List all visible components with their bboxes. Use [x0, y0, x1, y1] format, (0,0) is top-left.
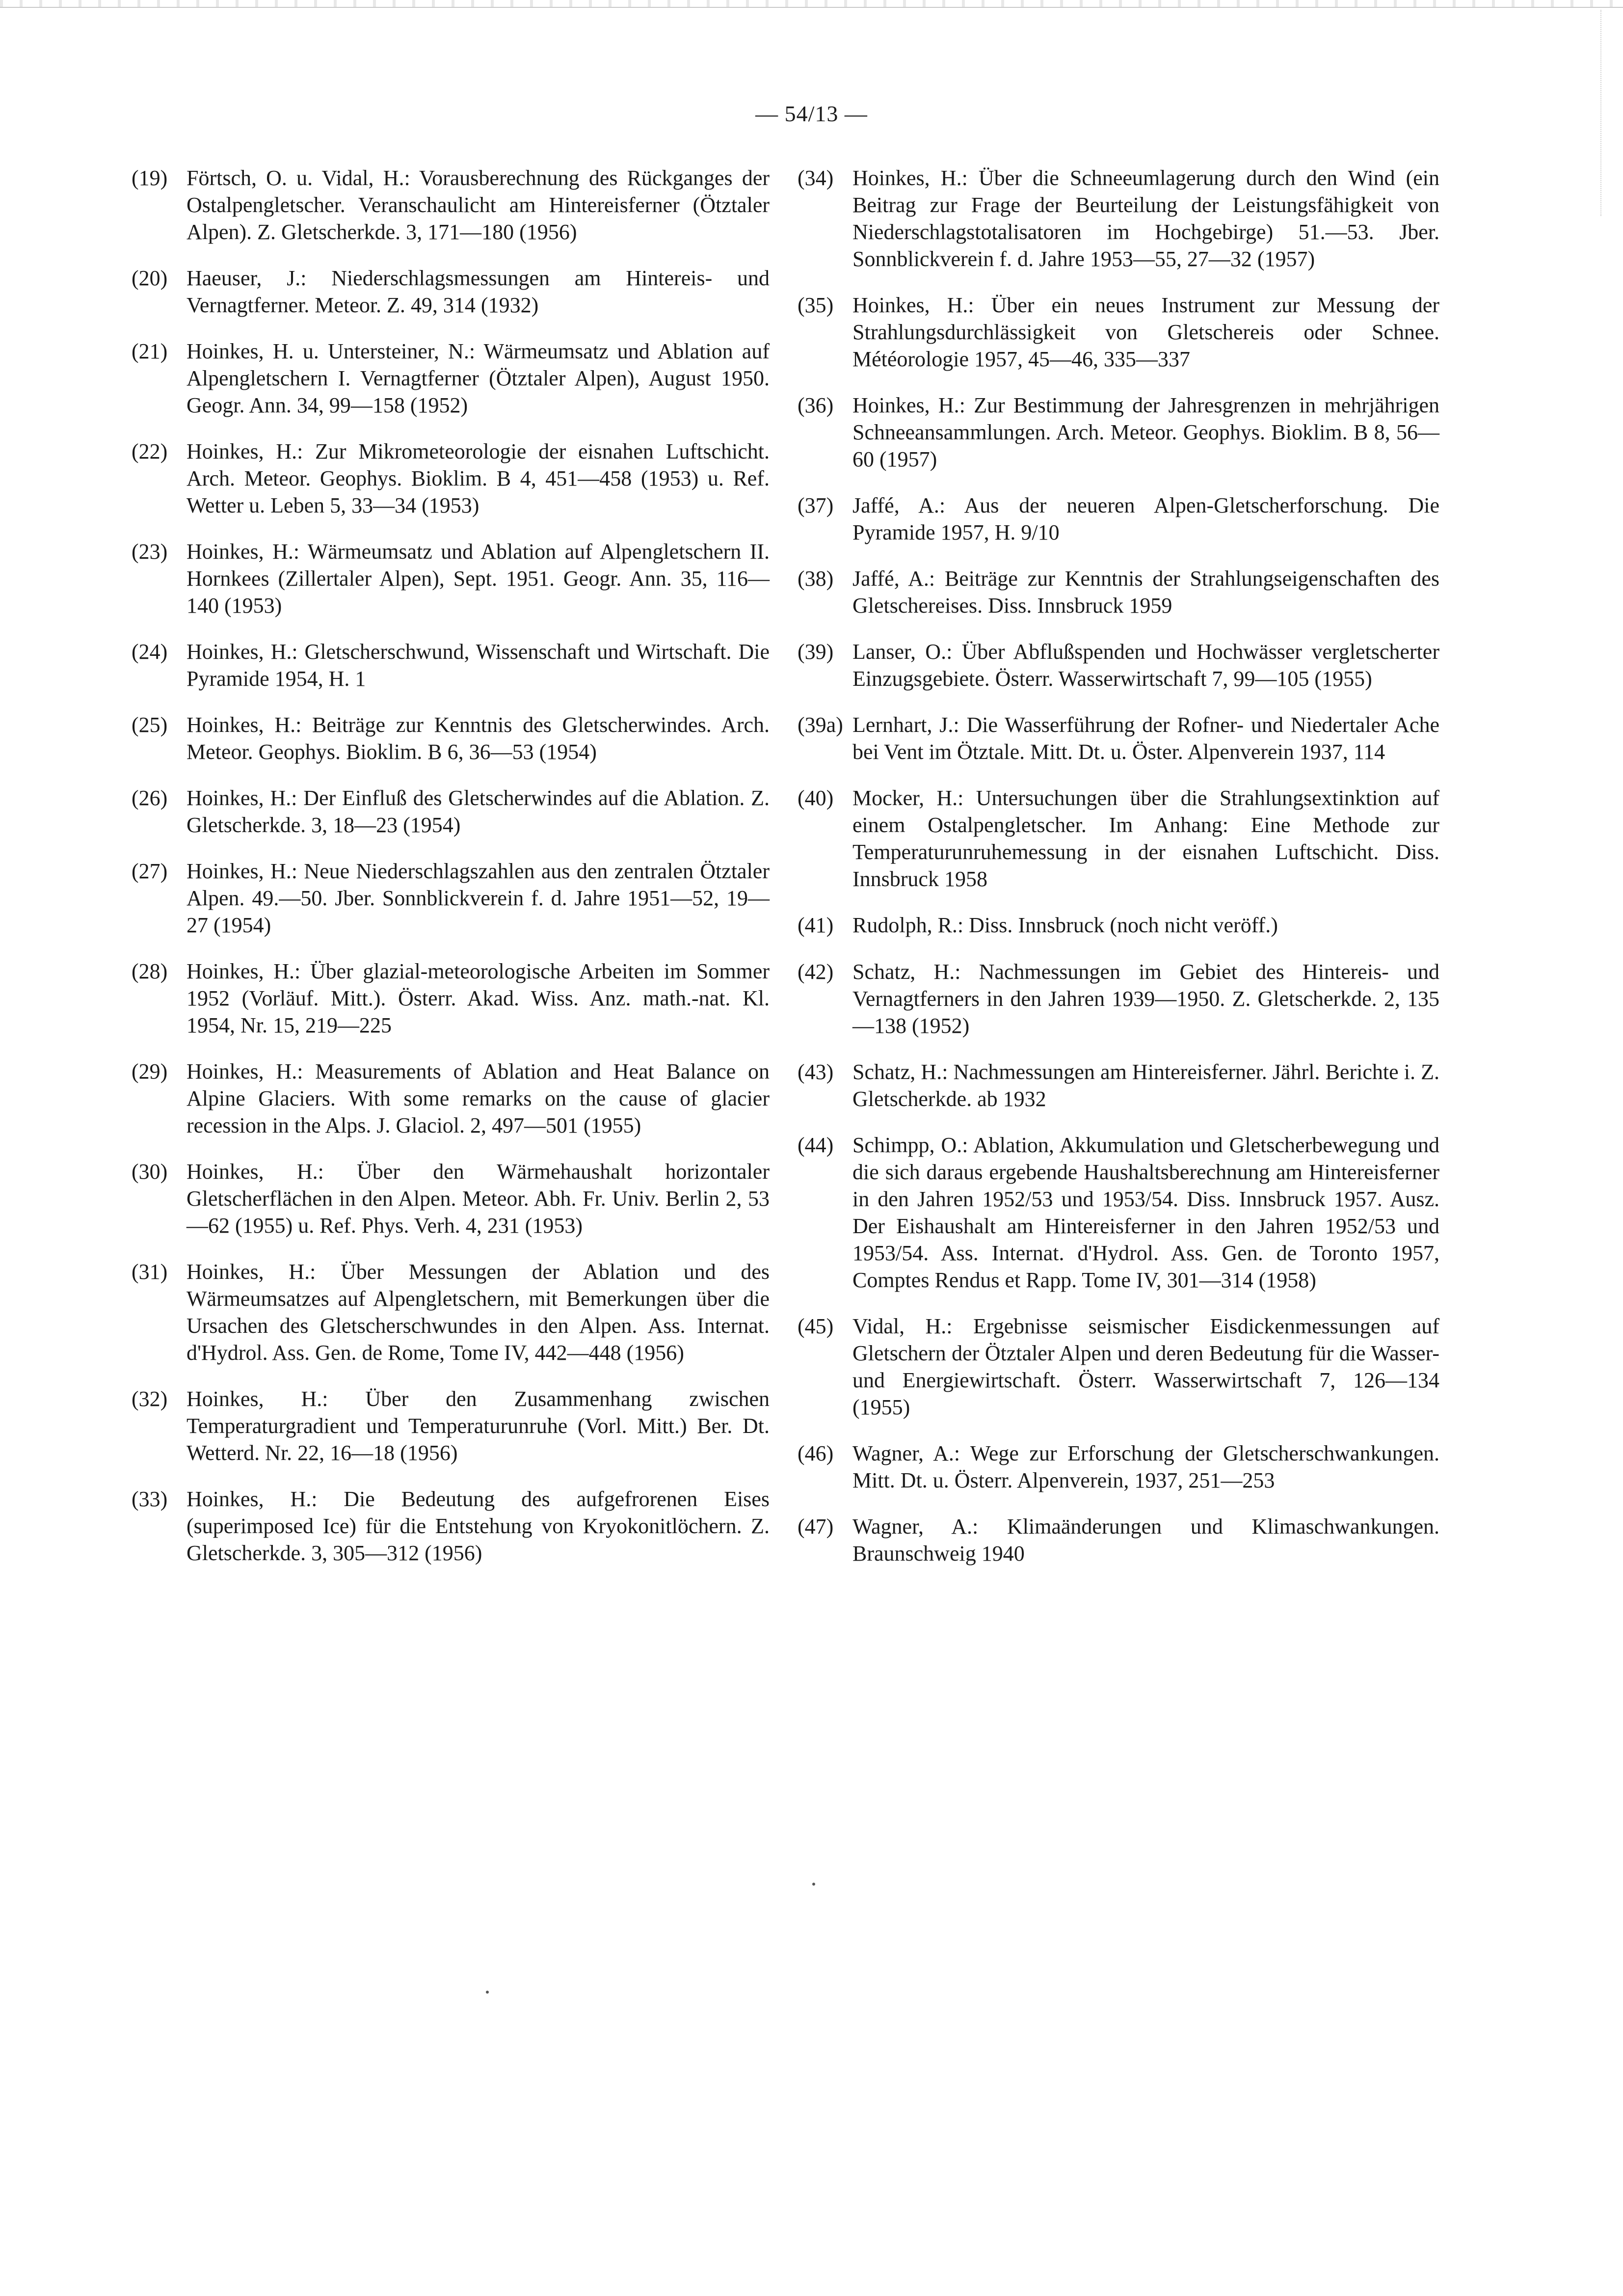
reference-number: (28)	[132, 959, 168, 983]
reference-number: (22)	[132, 439, 168, 463]
reference-entry	[798, 1132, 1439, 1294]
reference-number: (32)	[132, 1387, 168, 1411]
reference-number: (44)	[798, 1133, 834, 1157]
reference-entry	[132, 1058, 770, 1139]
reference-entry	[798, 1313, 1439, 1421]
reference-text: Hoinkes, H.: Beiträge zur Kenntnis des Gletscherwindes. Arch. Meteor. Geophys. Bioklim. B 6, 36—53 (1954)	[186, 713, 770, 764]
reference-text: Hoinkes, H.: Über glazial-meteorologische Arbeiten im Sommer 1952 (Vorläuf. Mitt.). Österr. Akad. Wiss. Anz. math.-nat. Kl. 1954, Nr. 15, 219—225	[186, 959, 770, 1037]
reference-text: Hoinkes, H.: Zur Bestimmung der Jahresgrenzen in mehrjährigen Schneeansammlungen. Arch. Meteor. Geophys. Bioklim. B 8, 56—60 (1957)	[852, 393, 1439, 471]
reference-entry	[132, 1158, 770, 1239]
reference-text: Haeuser, J.: Niederschlagsmessungen am Hintereis- und Vernagtferner. Meteor. Z. 49, 314 (1932)	[186, 266, 770, 317]
reference-number: (19)	[132, 166, 168, 190]
reference-number: (34)	[798, 166, 834, 190]
reference-entry	[798, 1440, 1439, 1494]
reference-entry	[132, 711, 770, 765]
reference-text: Wagner, A.: Wege zur Erforschung der Gletscherschwankungen. Mitt. Dt. u. Österr. Alpenverein, 1937, 251—253	[852, 1441, 1439, 1492]
reference-text: Mocker, H.: Untersuchungen über die Strahlungsextinktion auf einem Ostalpengletscher. Im Anhang: Eine Methode zur Temperaturunruhemessung in der eisnahen Luftschicht. Diss. Innsbruck 1958	[852, 786, 1439, 891]
reference-number: (20)	[132, 266, 168, 290]
reference-entry	[798, 784, 1439, 892]
reference-text: Hoinkes, H.: Über den Wärmehaushalt horizontaler Gletscherflächen in den Alpen. Meteor. Abh. Fr. Univ. Berlin 2, 53—62 (1955) u. Ref. Phys. Verh. 4, 231 (1953)	[186, 1160, 770, 1238]
reference-text: Jaffé, A.: Aus der neueren Alpen-Gletscherforschung. Die Pyramide 1957, H. 9/10	[852, 493, 1439, 544]
reference-number: (39)	[798, 640, 834, 664]
reference-entry	[798, 638, 1439, 692]
reference-text: Hoinkes, H.: Über ein neues Instrument zur Messung der Strahlungsdurchlässigkeit von Gletschereis oder Schnee. Météorologie 1957, 45—46, 335—337	[852, 293, 1439, 371]
reference-column-right	[798, 164, 1439, 1586]
reference-entry	[798, 565, 1439, 619]
reference-number: (26)	[132, 786, 168, 810]
reference-number: (25)	[132, 713, 168, 737]
reference-number: (42)	[798, 960, 834, 984]
scan-edge-top	[0, 0, 1623, 8]
reference-text: Hoinkes, H.: Der Einfluß des Gletscherwindes auf die Ablation. Z. Gletscherkde. 3, 18—23 (1954)	[186, 786, 770, 837]
reference-text: Vidal, H.: Ergebnisse seismischer Eisdickenmessungen auf Gletschern der Ötztaler Alpen und deren Bedeutung für die Wasser- und Energiewirtschaft. Österr. Wasserwirtschaft 7, 126—134 (1955)	[852, 1314, 1439, 1419]
reference-entry	[132, 1486, 770, 1567]
reference-text: Hoinkes, H.: Neue Niederschlagszahlen aus den zentralen Ötztaler Alpen. 49.—50. Jber. Sonnblickverein f. d. Jahre 1951—52, 19—27 (1954)	[186, 859, 770, 937]
reference-number: (47)	[798, 1514, 834, 1539]
page-number: — 54/13 —	[755, 101, 868, 126]
reference-text: Lanser, O.: Über Abflußspenden und Hochwässer vergletscherter Einzugsgebiete. Österr. Wasserwirtschaft 7, 99—105 (1955)	[852, 640, 1439, 691]
reference-text: Rudolph, R.: Diss. Innsbruck (noch nicht veröff.)	[852, 913, 1278, 937]
reference-number: (37)	[798, 493, 834, 517]
reference-text: Hoinkes, H.: Zur Mikrometeorologie der eisnahen Luftschicht. Arch. Meteor. Geophys. Bioklim. B 4, 451—458 (1953) u. Ref. Wetter u. Leben 5, 33—34 (1953)	[186, 439, 770, 517]
reference-number: (46)	[798, 1441, 834, 1465]
reference-text: Hoinkes, H.: Die Bedeutung des aufgefrorenen Eises (superimposed Ice) für die Entstehung von Kryokonitlöchern. Z. Gletscherkde. 3, 305—312 (1956)	[186, 1487, 770, 1565]
reference-entry	[798, 1513, 1439, 1567]
reference-text: Hoinkes, H.: Gletscherschwund, Wissenschaft und Wirtschaft. Die Pyramide 1954, H. 1	[186, 640, 770, 691]
reference-text: Förtsch, O. u. Vidal, H.: Vorausberechnung des Rückganges der Ostalpengletscher. Veranschaulicht am Hintereisferner (Ötztaler Alpen). Z. Gletscherkde. 3, 171—180 (1956)	[186, 166, 770, 244]
reference-number: (30)	[132, 1160, 168, 1184]
reference-text: Hoinkes, H. u. Untersteiner, N.: Wärmeumsatz und Ablation auf Alpengletschern I. Vernagtferner (Ötztaler Alpen), August 1950. Geogr. Ann. 34, 99—158 (1952)	[186, 339, 770, 417]
reference-number: (45)	[798, 1314, 834, 1338]
reference-text: Schimpp, O.: Ablation, Akkumulation und Gletscherbewegung und die sich daraus ergebende Haushaltsberechnung am Hintereisferner in den Jahren 1952/53 und 1953/54. Diss. Innsbruck 1957. Ausz. Der Eishaushalt am Hintereisferner in den Jahren 1952/53 und 1953/54. Ass. Internat. d'Hydrol. Ass. Gen. de Toronto 1957, Comptes Rendus et Rapp. Tome IV, 301—314 (1958)	[852, 1133, 1439, 1292]
reference-text: Hoinkes, H.: Measurements of Ablation and Heat Balance on Alpine Glaciers. With some remarks on the cause of glacier recession in the Alps. J. Glaciol. 2, 497—501 (1955)	[186, 1059, 770, 1137]
reference-text: Wagner, A.: Klimaänderungen und Klimaschwankungen. Braunschweig 1940	[852, 1514, 1439, 1566]
reference-text: Schatz, H.: Nachmessungen im Gebiet des Hintereis- und Vernagtferners in den Jahren 1939—1950. Z. Gletscherkde. 2, 135—138 (1952)	[852, 960, 1439, 1038]
reference-number: (35)	[798, 293, 834, 317]
reference-number: (41)	[798, 913, 834, 937]
reference-entry	[132, 265, 770, 319]
reference-number: (31)	[132, 1260, 168, 1284]
reference-number: (24)	[132, 640, 168, 664]
reference-entry	[132, 858, 770, 939]
reference-text: Lernhart, J.: Die Wasserführung der Rofner- und Niedertaler Ache bei Vent im Ötztale. Mitt. Dt. u. Öster. Alpenverein 1937, 114	[852, 713, 1439, 764]
reference-text: Hoinkes, H.: Über die Schneeumlagerung durch den Wind (ein Beitrag zur Frage der Beurteilung der Leistungsfähigkeit von Niederschlagstotalisatoren im Hochgebirge) 51.—53. Jber. Sonnblickverein f. d. Jahre 1953—55, 27—32 (1957)	[852, 166, 1439, 271]
reference-entry	[798, 1058, 1439, 1112]
reference-entry	[798, 292, 1439, 373]
reference-number: (21)	[132, 339, 168, 363]
reference-number: (36)	[798, 393, 834, 417]
reference-number: (43)	[798, 1060, 834, 1084]
reference-number: (39a)	[798, 713, 843, 737]
reference-entry	[132, 638, 770, 692]
reference-number: (23)	[132, 540, 168, 564]
reference-entry	[798, 912, 1439, 939]
reference-entry	[132, 784, 770, 838]
reference-entry	[132, 438, 770, 519]
reference-entry	[132, 1385, 770, 1466]
scan-speck	[486, 1991, 489, 1994]
reference-entry	[798, 392, 1439, 473]
reference-number: (38)	[798, 567, 834, 591]
reference-entry	[132, 338, 770, 419]
reference-text: Hoinkes, H.: Wärmeumsatz und Ablation auf Alpengletschern II. Hornkees (Zillertaler Alpen), Sept. 1951. Geogr. Ann. 35, 116—140 (1953)	[186, 540, 770, 618]
reference-number: (33)	[132, 1487, 168, 1511]
reference-text: Hoinkes, H.: Über den Zusammenhang zwischen Temperaturgradient und Temperaturunruhe (Vorl. Mitt.) Ber. Dt. Wetterd. Nr. 22, 16—18 (1956)	[186, 1387, 770, 1465]
reference-number: (29)	[132, 1059, 168, 1083]
scan-speck	[812, 1883, 815, 1886]
reference-entry	[132, 958, 770, 1039]
reference-entry	[132, 538, 770, 619]
reference-entry	[798, 164, 1439, 272]
reference-entry	[798, 711, 1439, 765]
reference-number: (27)	[132, 859, 168, 883]
reference-text: Hoinkes, H.: Über Messungen der Ablation und des Wärmeumsatzes auf Alpengletschern, mit Bemerkungen über die Ursachen des Gletscherschwundes in den Alpen. Ass. Internat. d'Hydrol. Ass. Gen. de Rome, Tome IV, 442—448 (1956)	[186, 1260, 770, 1365]
reference-entry	[132, 164, 770, 245]
reference-text: Jaffé, A.: Beiträge zur Kenntnis der Strahlungseigenschaften des Gletschereises. Diss. Innsbruck 1959	[852, 567, 1439, 618]
reference-column-left	[132, 164, 770, 1586]
reference-entry	[132, 1258, 770, 1366]
reference-entry	[798, 958, 1439, 1039]
reference-text: Schatz, H.: Nachmessungen am Hintereisferner. Jährl. Berichte i. Z. Gletscherkde. ab 1932	[852, 1060, 1439, 1111]
reference-entry	[798, 492, 1439, 546]
reference-number: (40)	[798, 786, 834, 810]
